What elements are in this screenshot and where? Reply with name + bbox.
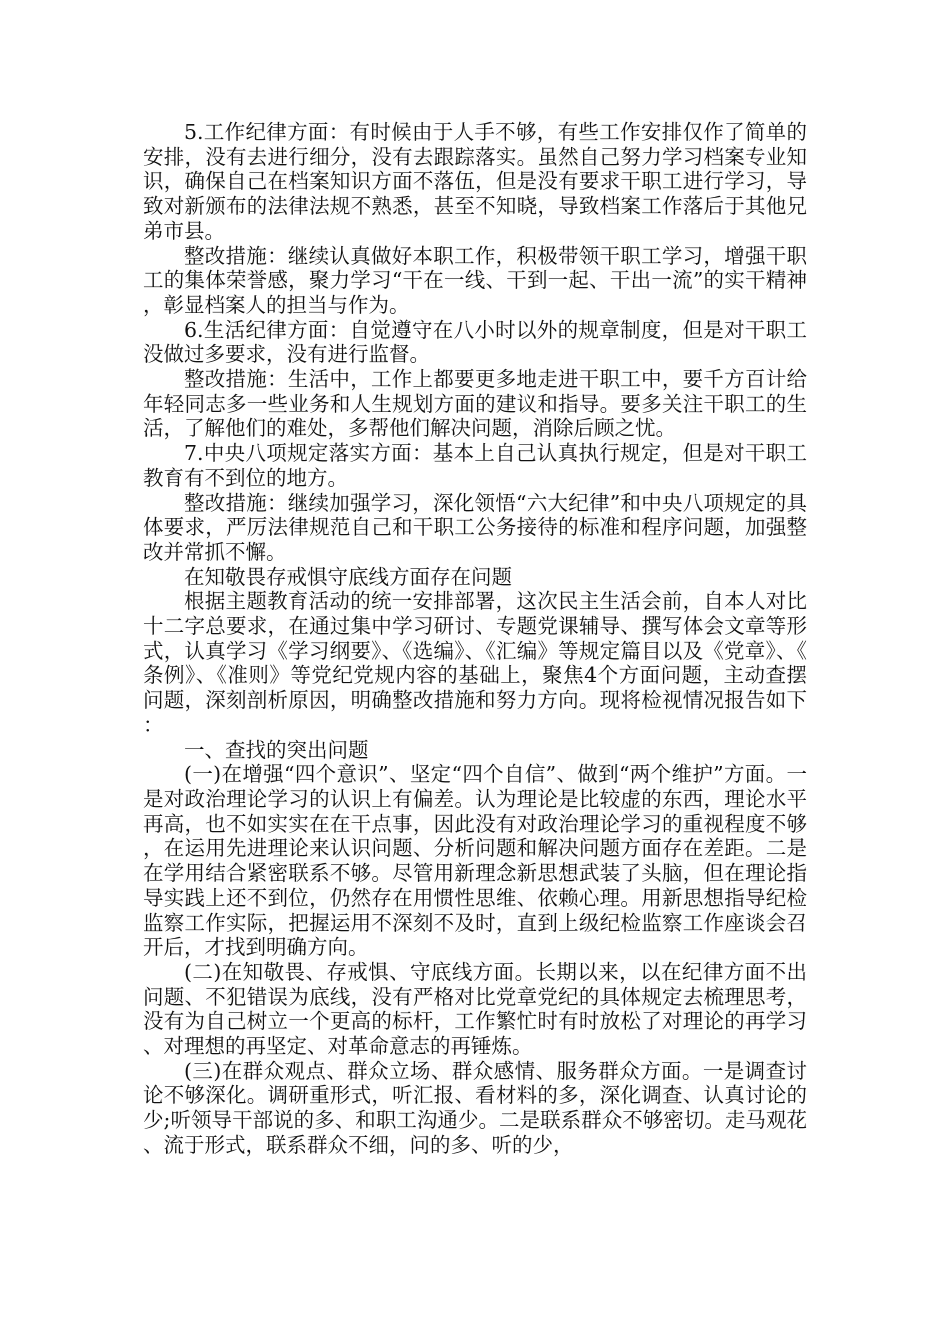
paragraph-rectification-1: 整改措施：继续认真做好本职工作，积极带领干职工学习，增强干职工的集体荣誉感，聚力学习“干在一线、干到一起、干出一流”的实干精神，彰显档案人的担当与作为。 bbox=[143, 243, 807, 317]
section-heading: 在知敬畏存戒惧守底线方面存在问题 bbox=[184, 564, 512, 589]
subheading-prominent-problems: 一、查找的突出问题 bbox=[184, 737, 369, 762]
paragraph-item-1: (一)在增强“四个意识”、坚定“四个自信”、做到“两个维护”方面。一是对政治理论学习的认识上有偏差。认为理论是比较虚的东西，理论水平再高，也不如实实在在干点事，因此没有对政治理论学习的重视程度不够，在运用先进理论来认识问题、分析问题和解决问题方面存在差距。二是在学用结合紧密联系不够。尽管用新理念新思想武装了头脑，但在理论指导实践上还不到位，仍然存在用惯性思维、依赖心理。用新思想指导纪检监察工作实际，把握运用不深刻不及时，直到上级纪检监察工作座谈会召开后，才找到明确方向。 bbox=[143, 762, 807, 960]
paragraph-life-discipline: 6.生活纪律方面：自觉遵守在八小时以外的规章制度，但是对干职工没做过多要求，没有进行监督。 bbox=[143, 317, 807, 367]
paragraph-work-discipline: 5.工作纪律方面：有时候由于人手不够，有些工作安排仅作了简单的安排，没有去进行细分，没有去跟踪落实。虽然自己努力学习档案专业知识，确保自己在档案知识方面不落伍，但是没有要求干职工进行学习，导致对新颁布的法律法规不熟悉，甚至不知晓，导致档案工作落后于其他兄弟市县。 bbox=[143, 120, 807, 243]
paragraph-item-2: (二)在知敬畏、存戒惧、守底线方面。长期以来，以在纪律方面不出问题、不犯错误为底线，没有严格对比党章党纪的具体规定去梳理思考，没有为自己树立一个更高的标杆，工作繁忙时有时放松了对理论的再学习、对理想的再坚定、对革命意志的再锤炼。 bbox=[143, 959, 807, 1059]
paragraph-rectification-3: 整改措施：继续加强学习，深化领悟“六大纪律”和中央八项规定的具体要求，严厉法律规范自己和干职工公务接待的标准和程序问题，加强整改并常抓不懈。 bbox=[143, 490, 807, 564]
paragraph-eight-regulations: 7.中央八项规定落实方面：基本上自己认真执行规定，但是对干职工教育有不到位的地方。 bbox=[143, 441, 807, 490]
paragraph-rectification-2: 整改措施：生活中，工作上都要更多地走进干职工中，要千方百计给年轻同志多一些业务和人生规划方面的建议和指导。要多关注干职工的生活，了解他们的难处，多帮他们解决问题，消除后顾之忧。 bbox=[143, 367, 807, 441]
paragraph-item-3: (三)在群众观点、群众立场、群众感情、服务群众方面。一是调查讨论不够深化。调研重形式，听汇报、看材料的多，深化调查、认真讨论的少;听领导干部说的多、和职工沟通少。二是联系群众不够密切。走马观花、流于形式，联系群众不细，问的多、听的少， bbox=[143, 1058, 807, 1157]
paragraph-introduction: 根据主题教育活动的统一安排部署，这次民主生活会前，自本人对比十二字总要求，在通过集中学习研讨、专题党课辅导、撰写体会文章等形式，认真学习《学习纲要》、《选编》、《汇编》等规定篇目以及《党章》、《条例》、《准则》等党纪党规内容的基础上，聚焦4个方面问题，主动查摆问题，深刻剖析原因，明确整改措施和努力方向。现将检视情况报告如下： bbox=[143, 589, 807, 737]
document-body bbox=[143, 120, 807, 1158]
